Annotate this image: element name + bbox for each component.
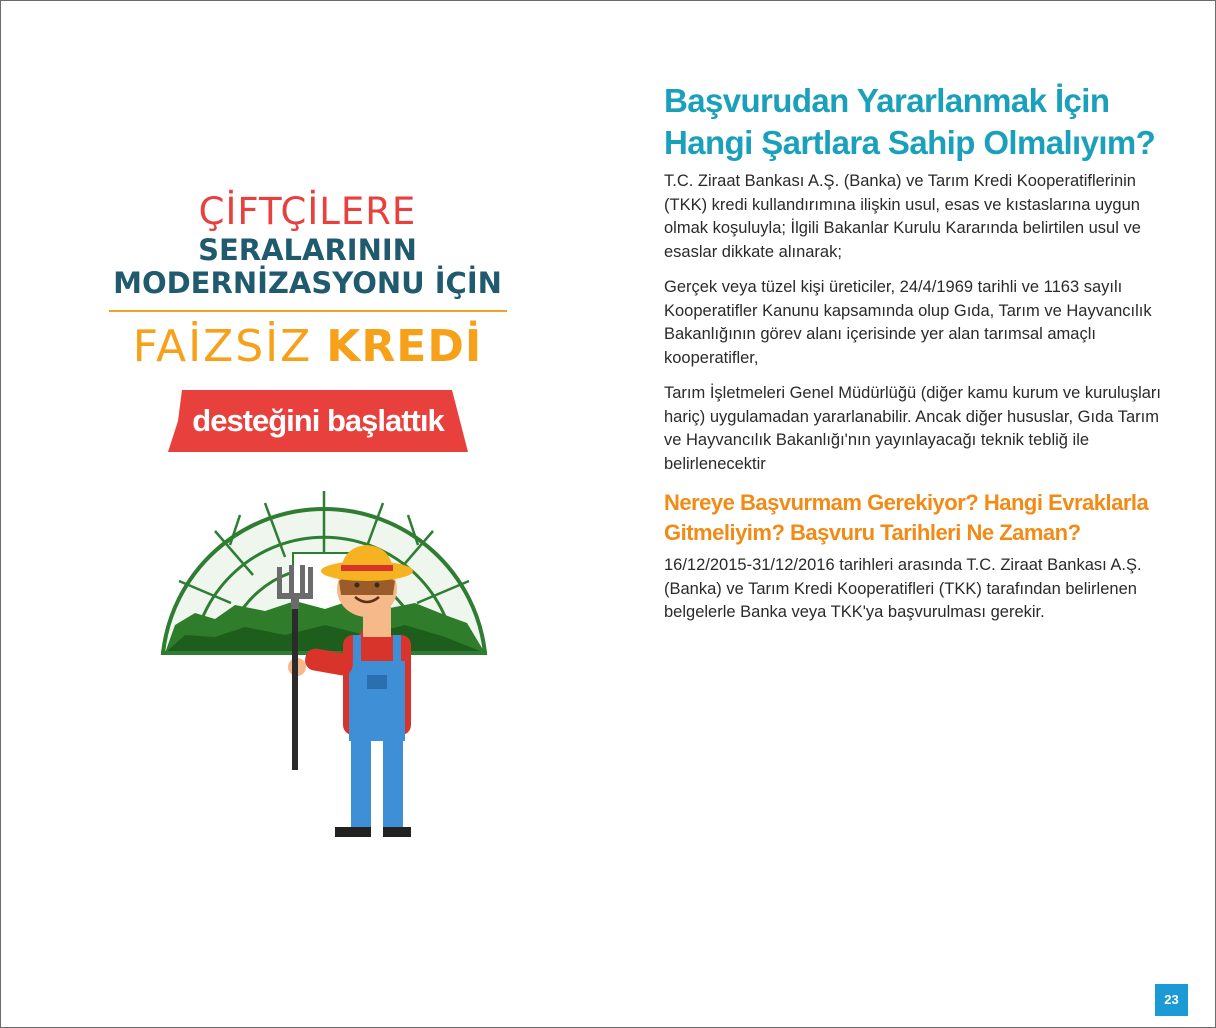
poster-kredi-word: KREDİ: [326, 321, 483, 372]
poster-headline: [100, 318, 515, 376]
poster-title-line3: MODERNİZASYONU İÇİN: [113, 266, 502, 300]
promo-poster: [100, 190, 515, 438]
paragraph-2: Gerçek veya tüzel kişi üreticiler, 24/4/1969 tarihli ve 1163 sayılı Kooperatifler Kanunu kapsamında olup Gıda, Tarım ve Hayvancılık Bakanlığının görev alanı içerisinde yer alan tarımsal amaçlı kooperatifler,: [664, 278, 1152, 367]
greenhouse-farmer-illustration: [155, 485, 495, 850]
poster-divider: [109, 310, 507, 312]
poster-faizsiz-word: FAİZSİZ: [132, 321, 313, 372]
poster-title-line2: SERALARININ: [198, 233, 417, 267]
paragraph-1: T.C. Ziraat Bankası A.Ş. (Banka) ve Tarım Kredi Kooperatiflerinin (TKK) kredi kullandırımına ilişkin usul, esas ve kıstaslarına uygun olmak koşuluyla; İlgili Bakanlar Kurulu Kararında belirtilen usul ve esaslar dikkate alınarak;: [664, 172, 1141, 261]
main-heading: Başvurudan Yararlanmak İçin Hangi Şartlara Sahip Olmalıyım?: [664, 82, 1156, 161]
sub-heading: Nereye Başvurmam Gerekiyor? Hangi Evraklarla Gitmeliyim? Başvuru Tarihleri Ne Zaman?: [664, 490, 1149, 545]
poster-title-line1: ÇİFTÇİLERE: [198, 190, 417, 233]
poster-ribbon-text: desteğini başlattık: [192, 403, 444, 438]
pitchfork-icon: [277, 565, 313, 770]
paragraph-3: Tarım İşletmeleri Genel Müdürlüğü (diğer kamu kurum ve kuruluşları hariç) uygulamadan yararlanabilir. Ancak diğer hususlar, Gıda Tarım ve Hayvancılık Bakanlığı'nın yayınlayacağı teknik tebliğ ile belirlenecektir: [664, 384, 1162, 473]
article-content: [664, 80, 1164, 637]
page-number: 23: [1155, 984, 1188, 1016]
closing-paragraph: 16/12/2015-31/12/2016 tarihleri arasında T.C. Ziraat Bankası A.Ş. (Banka) ve Tarım Kredi Kooperatifleri (TKK) tarafından belirlenen belgelerle Banka veya TKK'ya başvurulması gerekir.: [664, 556, 1142, 621]
poster-ribbon: [168, 390, 468, 452]
